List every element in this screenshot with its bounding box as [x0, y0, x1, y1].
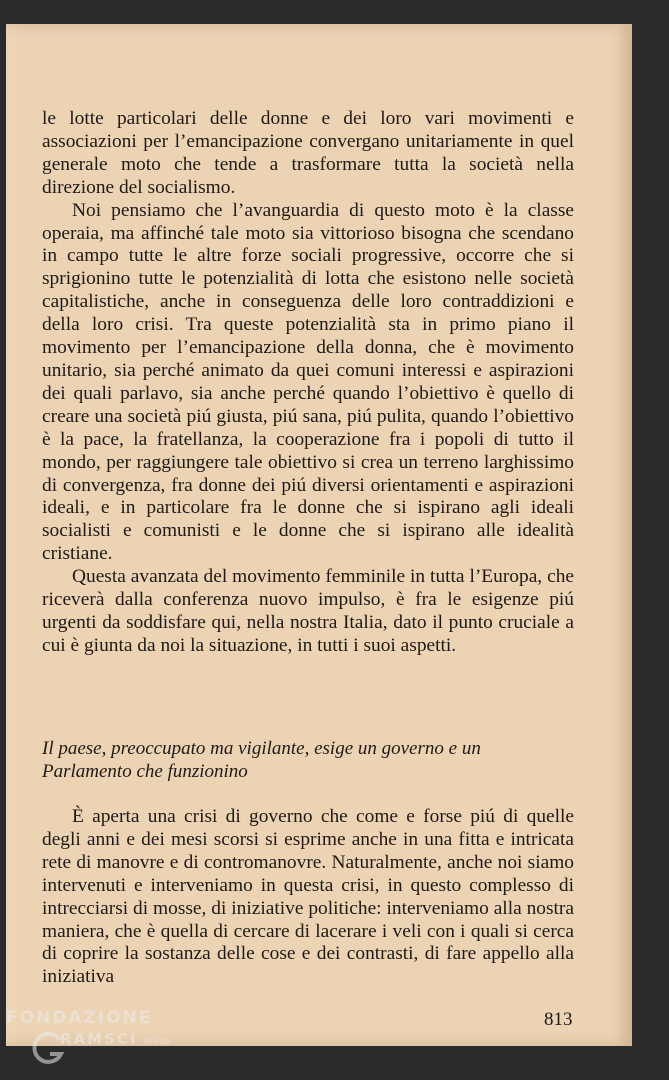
section-heading [42, 738, 582, 783]
paragraph: le lotte particolari delle donne e dei loro vari movimenti e associazioni per l’emancipazione convergano unitariamente in quel generale moto che tende a trasformare tutta la società nella direzione del socialismo. [42, 108, 574, 198]
body-text [42, 108, 574, 658]
paragraph: È aperta una crisi di governo che come e forse piú di quelle degli anni e dei mesi scorsi si esprime anche in una fitta e intricata rete di manovre e di contromanovre. Naturalmente, anche noi siamo intervenuti e interveniamo in questa crisi, in questo complesso di intrecciarsi di mosse, di iniziative politiche: interveniamo alla nostra maniera, che è quella di cercare di lacerare i veli con i quali si cerca di coprire la sostanza delle cose e dei contrasti, di fare appello alla iniziativa [42, 806, 574, 988]
watermark-title: FONDAZIONE [6, 1008, 153, 1028]
heading-line: Parlamento che funzionino [42, 760, 248, 782]
paragraph: Noi pensiamo che l’avanguardia di questo moto è la classe operaia, ma affinché tale moto sia vittorioso bisogna che scendano in campo tutte le altre forze sociali progressive, occorre che si sprigionino tutte le potenzialità di lotta che esistono nelle società capitalistiche, anche in conseguenza delle loro contraddizioni e della loro crisi. Tra queste potenzialità sta in primo piano il movimento per l’emancipazione della donna, che è movimento unitario, sia perché animato da quei comuni interessi e aspirazioni dei quali parlavo, sia anche perché quando l’obiettivo è quello di creare una società piú giusta, piú sana, piú pulita, quando l’obiettivo è la pace, la fratellanza, la cooperazione fra i popoli di tutto il mondo, per raggiungere tale obiettivo si crea un terreno larghissimo di convergenza, fra donne dei piú diversi orientamenti e aspirazioni ideali, e in particolare fra le donne che si ispirano agli ideali socialisti e comunisti e le donne che si ispirano alle idealità cristiane. [42, 199, 574, 565]
heading-line: Il paese, preoccupato ma vigilante, esige un governo e un [42, 738, 481, 759]
book-page [6, 24, 632, 1046]
page-number: 813 [544, 1009, 573, 1030]
watermark-subtitle: RAMSCI onlus [60, 1030, 171, 1048]
gramsci-logo-icon [30, 1030, 66, 1066]
body-text-2 [42, 806, 574, 989]
paragraph: Questa avanzata del movimento femminile in tutta l’Europa, che riceverà dalla conferenza nuovo impulso, è fra le esigenze piú urgenti da soddisfare qui, nella nostra Italia, dato il punto cruciale a cui è giunta da noi la situazione, in tutti i suoi aspetti. [42, 566, 574, 656]
